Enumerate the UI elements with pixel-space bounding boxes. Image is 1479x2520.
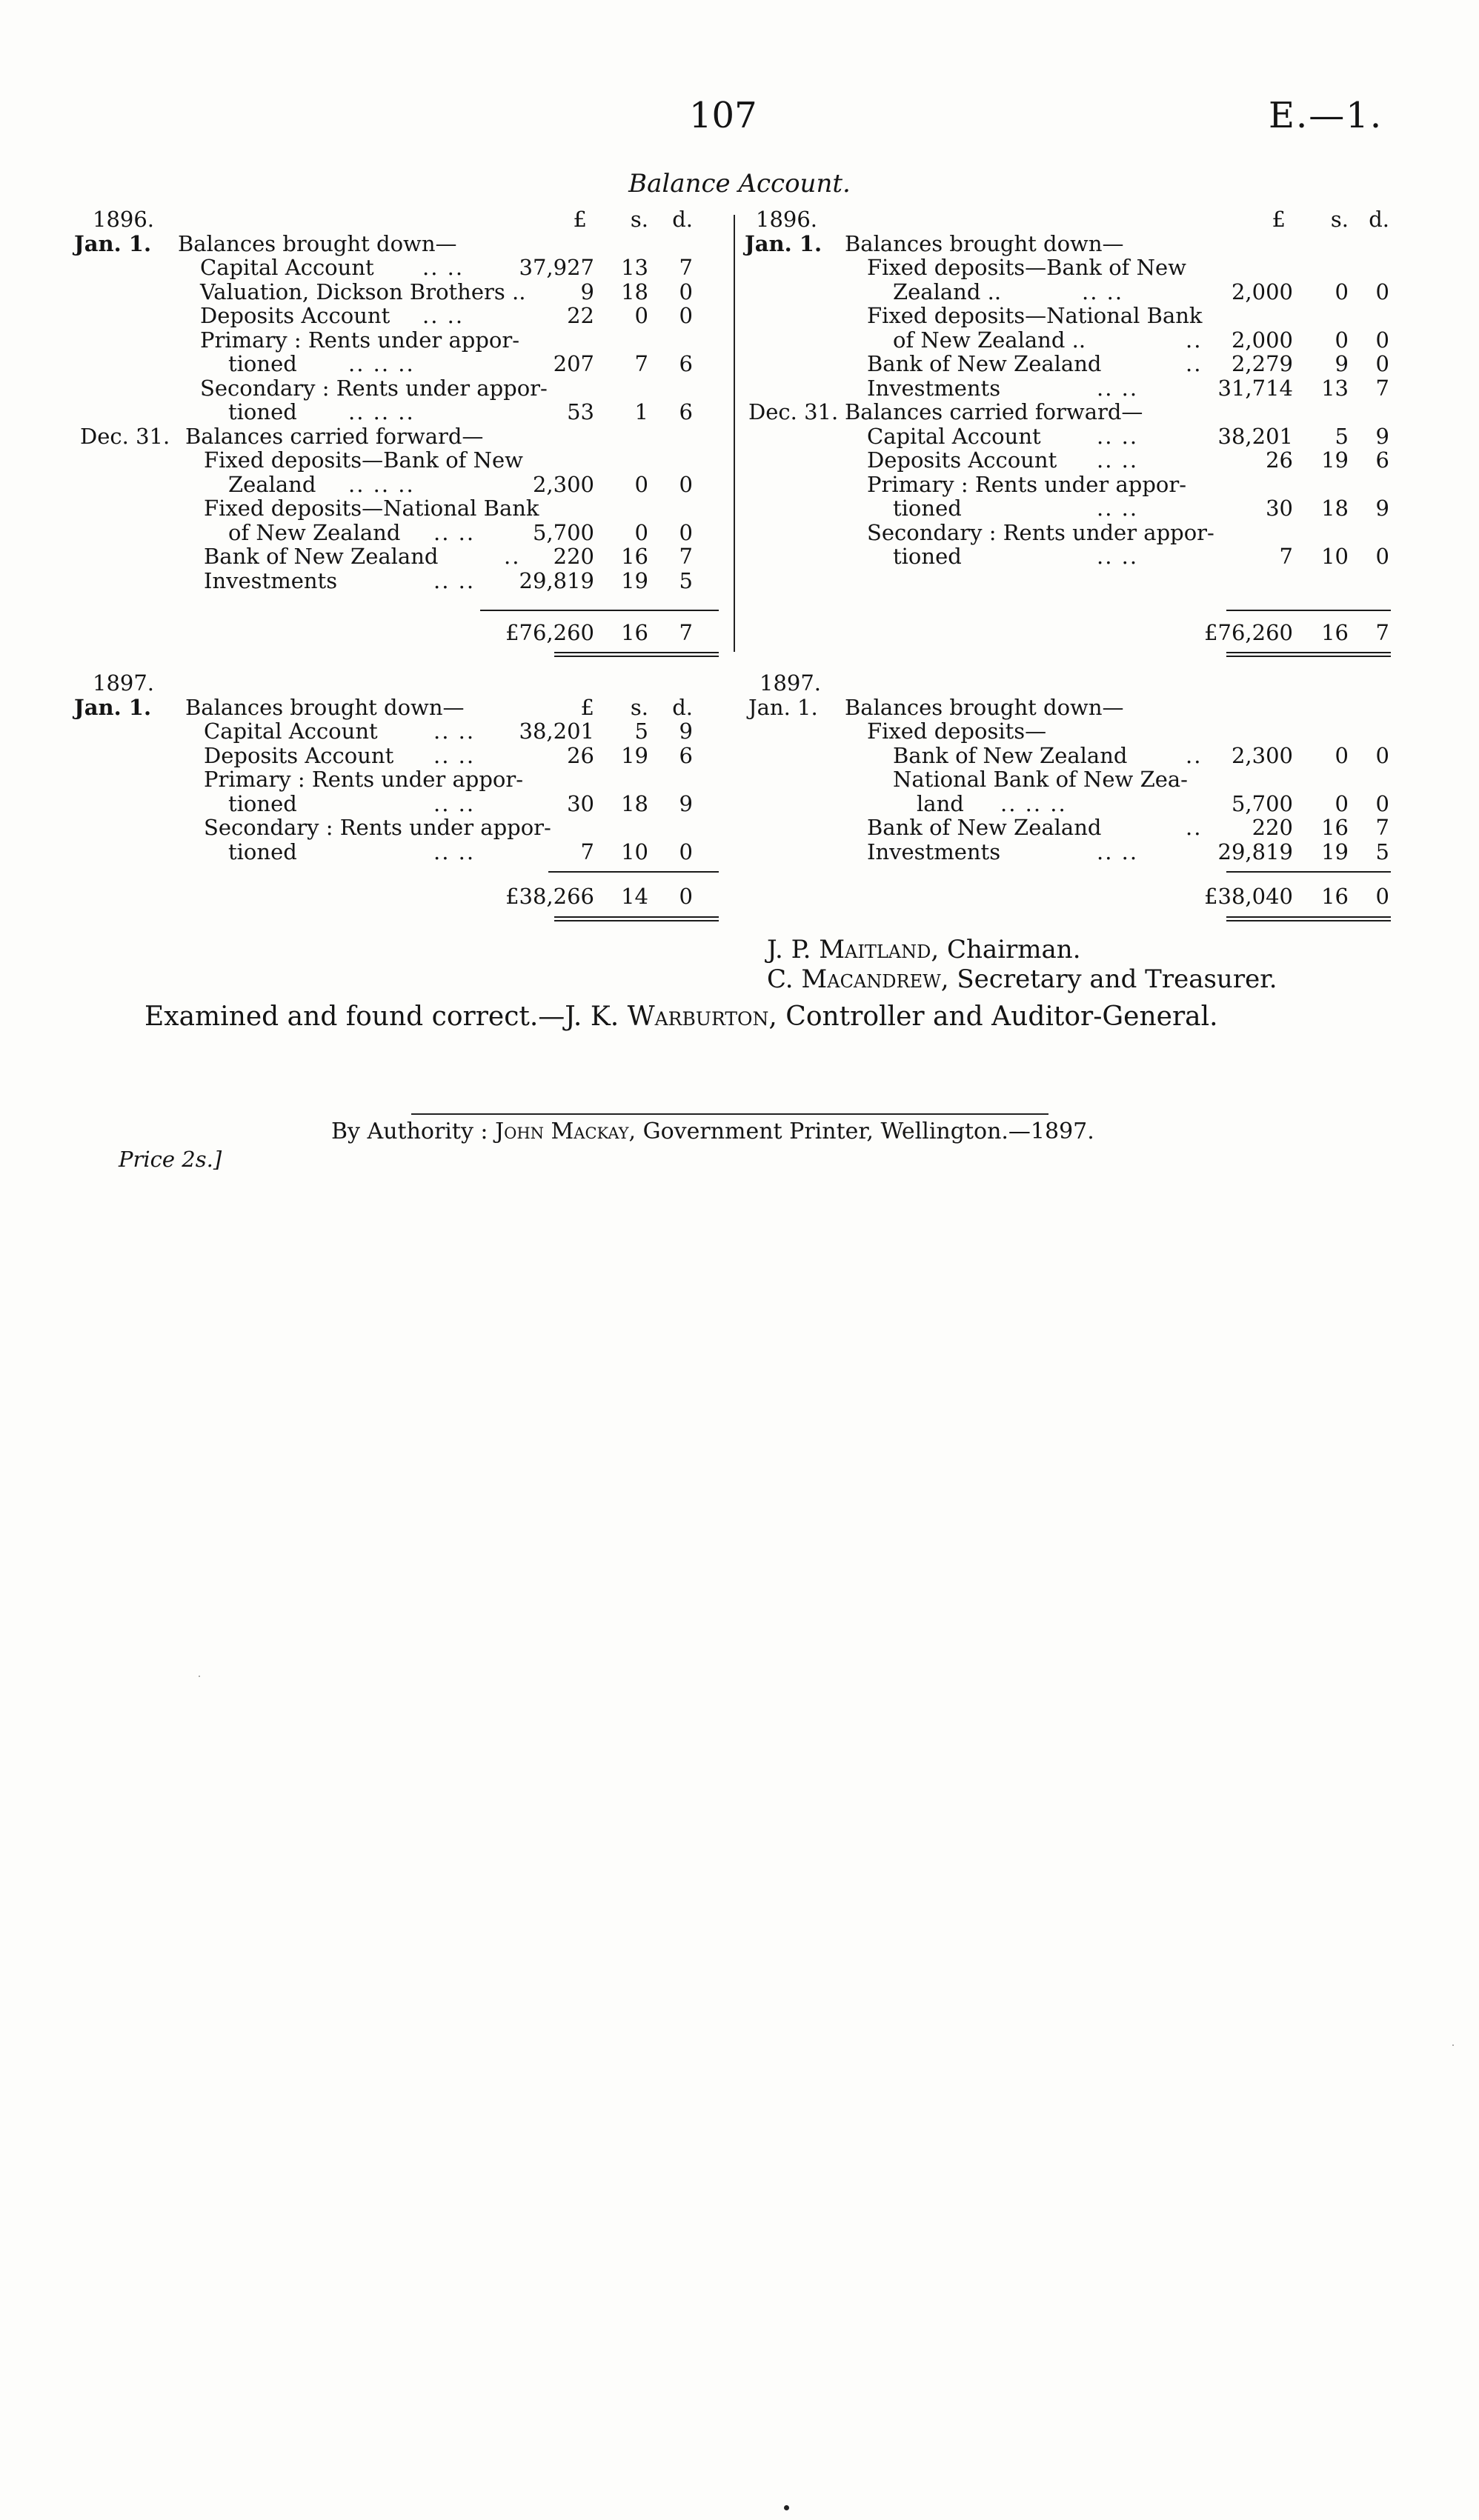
entry-label: Valuation, Dickson Brothers .. (200, 279, 526, 304)
total-double-rule (1226, 916, 1391, 921)
amount-shillings: 0 (1335, 790, 1349, 816)
ledger-row (74, 304, 726, 328)
ledger-header-row (745, 671, 1389, 696)
auditor-title: Controller and Auditor-General. (785, 1001, 1218, 1032)
entry-label: Fixed deposits—Bank of New (867, 255, 1186, 280)
column-divider (734, 215, 735, 652)
entry-label: Secondary : Rents under appor- (867, 519, 1214, 545)
ledger-row (745, 792, 1389, 816)
amount-pounds: 2,300 (532, 471, 594, 497)
audit-text: Examined and found correct.—J. K. (144, 1001, 619, 1032)
document-reference: E.—1. (1269, 95, 1383, 136)
entry-label: Deposits Account (200, 303, 390, 328)
amount-shillings: 0 (634, 303, 648, 328)
entry-label: Balances carried forward— (845, 399, 1143, 424)
leader-dots: .. (1186, 351, 1203, 376)
amount-shillings: 18 (621, 279, 648, 304)
left-ledger-column (74, 207, 726, 593)
ledger-row (745, 744, 1389, 768)
total-pounds: £38,266 (505, 884, 594, 909)
pence-header: d. (1369, 207, 1389, 232)
amount-pounds: 30 (567, 790, 594, 816)
amount-pence: 9 (1375, 496, 1389, 521)
entry-label: tioned (228, 839, 297, 864)
leader-dots: .. .. (433, 790, 476, 816)
ledger-row (745, 544, 1389, 569)
amount-pence: 5 (679, 567, 693, 593)
total-pence: 0 (679, 884, 693, 909)
total-shillings: 16 (621, 620, 648, 645)
amount-pence: 9 (679, 790, 693, 816)
amount-pounds: 22 (567, 303, 594, 328)
chairman-name: J. P. Maitland, (767, 935, 940, 964)
amount-shillings: 9 (1335, 351, 1349, 376)
amount-shillings: 18 (1321, 496, 1349, 521)
amount-pounds: 26 (567, 742, 594, 768)
ledger-row (74, 767, 726, 792)
total-pence: 0 (1375, 884, 1389, 909)
leader-dots: .. .. (422, 303, 465, 328)
ledger-row (745, 521, 1389, 545)
page-title: Balance Account. (628, 169, 851, 199)
ledger-row (74, 256, 726, 280)
right-total-1896 (745, 621, 1389, 645)
amount-pounds: 38,201 (1217, 423, 1293, 449)
shillings-header: s. (630, 207, 648, 232)
audit-statement (144, 1001, 1218, 1032)
year-label: 1897. (760, 670, 822, 696)
entry-label: tioned (228, 351, 297, 376)
amount-pounds: 207 (553, 351, 594, 376)
ledger-row (745, 719, 1389, 744)
printer-name: John Mackay, (495, 1119, 637, 1144)
entry-label: Primary : Rents under appor- (200, 327, 520, 353)
entry-label: tioned (228, 790, 297, 816)
ledger-header-row (745, 207, 1389, 232)
leader-dots: .. .. (1097, 375, 1139, 401)
amount-shillings: 5 (634, 719, 648, 744)
leader-dots: .. .. (1082, 279, 1124, 304)
entry-date: Dec. 31. (80, 423, 170, 449)
ledger-row (745, 448, 1389, 473)
amount-pence: 0 (679, 279, 693, 304)
entry-label: Fixed deposits—National Bank (204, 496, 539, 521)
entry-label: Capital Account (200, 255, 374, 280)
entry-label: land (917, 790, 964, 816)
entry-label: of New Zealand (228, 519, 401, 545)
entry-label: tioned (893, 496, 962, 521)
total-row (745, 621, 1389, 645)
entry-label: Investments (204, 567, 338, 593)
amount-pounds: 37,927 (519, 255, 594, 280)
amount-pounds: 2,000 (1231, 327, 1293, 353)
entry-label: Investments (867, 839, 1001, 864)
pounds-header: £ (573, 207, 587, 232)
ledger-row (74, 569, 726, 593)
chairman-title: Chairman. (946, 935, 1081, 964)
amount-pence: 0 (1375, 742, 1389, 768)
amount-pence: 0 (1375, 279, 1389, 304)
ledger-row (74, 744, 726, 768)
right-ledger-column (745, 207, 1389, 569)
ledger-row (745, 496, 1389, 521)
ledger-row (745, 767, 1389, 792)
total-row (74, 621, 726, 645)
entry-label: Primary : Rents under appor- (867, 471, 1187, 497)
amount-shillings: 10 (621, 839, 648, 864)
amount-pounds: 31,714 (1217, 375, 1293, 401)
amount-shillings: 13 (1321, 375, 1349, 401)
ledger-row (74, 424, 726, 449)
ledger-row (74, 521, 726, 545)
leader-dots: .. .. (433, 719, 476, 744)
leader-dots: .. .. (433, 742, 476, 768)
left-total-1897 (74, 884, 726, 909)
total-double-rule (1226, 652, 1391, 657)
entry-label: Fixed deposits—Bank of New (204, 447, 523, 473)
entry-label: Primary : Rents under appor- (204, 767, 524, 792)
amount-shillings: 0 (634, 519, 648, 545)
amount-shillings: 19 (1321, 447, 1349, 473)
leader-dots: .. .. (433, 519, 476, 545)
amount-pence: 0 (1375, 544, 1389, 569)
leader-dots: .. .. (1097, 544, 1139, 569)
left-total-1896 (74, 621, 726, 645)
amount-pence: 0 (1375, 790, 1389, 816)
ledger-row (745, 352, 1389, 376)
price-note: Price 2s.] (119, 1147, 222, 1172)
page-number: 107 (689, 95, 757, 136)
amount-pence: 0 (679, 519, 693, 545)
amount-pence: 6 (679, 399, 693, 424)
amount-pence: 6 (1375, 447, 1389, 473)
total-rule (480, 610, 719, 611)
amount-shillings: 5 (1335, 423, 1349, 449)
year-label: 1896. (93, 207, 155, 232)
total-shillings: 16 (1321, 884, 1349, 909)
amount-pounds: 9 (580, 279, 594, 304)
entry-label: Bank of New Zealand (867, 815, 1102, 840)
ledger-row (74, 544, 726, 569)
ledger-row (74, 352, 726, 376)
amount-pence: 7 (1375, 815, 1389, 840)
total-rule (548, 871, 719, 873)
leader-dots: .. .. (433, 567, 476, 593)
auditor-name: Warburton, (627, 1001, 777, 1032)
entry-label: Capital Account (204, 719, 378, 744)
ledger-row (745, 400, 1389, 424)
leader-dots: .. .. .. (348, 351, 415, 376)
ledger-header-row (74, 671, 726, 696)
leader-dots: .. .. (1097, 496, 1139, 521)
amount-shillings: 0 (1335, 327, 1349, 353)
ledger-row (745, 816, 1389, 840)
total-shillings: 14 (621, 884, 648, 909)
scan-speck (1452, 2044, 1454, 2046)
entry-label: Balances brought down— (185, 694, 465, 720)
leader-dots: .. .. (1097, 423, 1139, 449)
total-rule (1226, 871, 1391, 873)
total-double-rule (554, 652, 719, 657)
left-ledger-1897 (74, 671, 726, 864)
entry-date: Jan. 1. (748, 694, 818, 720)
leader-dots: .. .. (422, 255, 465, 280)
right-total-1897 (745, 884, 1389, 909)
entry-label: Fixed deposits— (867, 719, 1047, 744)
entry-label: Capital Account (867, 423, 1041, 449)
ledger-row (74, 473, 726, 497)
ledger-row (745, 304, 1389, 328)
total-row (745, 884, 1389, 909)
ledger-row (745, 376, 1389, 401)
pounds-header: £ (1272, 207, 1286, 232)
entry-date: Dec. 31. (748, 399, 839, 424)
entry-date: Jan. 1. (74, 230, 152, 256)
amount-pounds: 29,819 (1217, 839, 1293, 864)
shillings-header: s. (1330, 207, 1349, 232)
ledger-row (745, 840, 1389, 864)
secretary-signature (767, 964, 1277, 994)
imprint-suffix: Government Printer, Wellington.—1897. (642, 1119, 1094, 1144)
total-rule (1226, 610, 1391, 611)
amount-shillings: 1 (634, 399, 648, 424)
ledger-header-row (74, 207, 726, 232)
amount-pounds: 220 (1252, 815, 1293, 840)
ledger-row (74, 696, 726, 720)
amount-shillings: 0 (1335, 279, 1349, 304)
chairman-signature (767, 935, 1081, 964)
leader-dots: .. .. (433, 839, 476, 864)
right-ledger-1897 (745, 671, 1389, 864)
total-pence: 7 (679, 620, 693, 645)
amount-shillings: 7 (634, 351, 648, 376)
entry-label: Zealand .. (893, 279, 1002, 304)
ledger-row (745, 280, 1389, 304)
leader-dots: .. (1186, 742, 1203, 768)
leader-dots: .. .. .. (348, 399, 415, 424)
amount-shillings: 19 (621, 742, 648, 768)
ledger-row (74, 328, 726, 353)
entry-label: Zealand (228, 471, 316, 497)
amount-pounds: 5,700 (1231, 790, 1293, 816)
total-shillings: 16 (1321, 620, 1349, 645)
amount-shillings: 10 (1321, 544, 1349, 569)
entry-label: Bank of New Zealand (893, 742, 1128, 768)
printer-imprint (331, 1119, 1094, 1144)
amount-pounds: 2,279 (1231, 351, 1293, 376)
amount-shillings: 16 (1321, 815, 1349, 840)
entry-label: National Bank of New Zea- (893, 767, 1188, 792)
entry-label: Fixed deposits—National Bank (867, 303, 1203, 328)
pence-header: d. (672, 207, 693, 232)
amount-pence: 0 (679, 471, 693, 497)
entry-label: Bank of New Zealand (204, 544, 439, 569)
ledger-row (74, 840, 726, 864)
entry-label: Deposits Account (204, 742, 394, 768)
amount-shillings: 0 (634, 471, 648, 497)
amount-pounds: 5,700 (532, 519, 594, 545)
imprint-prefix: By Authority : (331, 1119, 488, 1144)
amount-pence: 7 (1375, 375, 1389, 401)
amount-pence: 7 (679, 544, 693, 569)
ledger-row (745, 696, 1389, 720)
leader-dots: .. (504, 544, 521, 569)
pounds-header: £ (580, 694, 594, 720)
amount-pence: 7 (679, 255, 693, 280)
imprint-rule (411, 1113, 1048, 1115)
entry-label: Deposits Account (867, 447, 1057, 473)
amount-pounds: 7 (1279, 544, 1293, 569)
total-pounds: £38,040 (1204, 884, 1293, 909)
pence-header: d. (672, 694, 693, 720)
amount-shillings: 0 (1335, 742, 1349, 768)
amount-pounds: 2,000 (1231, 279, 1293, 304)
leader-dots: .. .. .. (348, 471, 415, 497)
leader-dots: .. .. (1097, 447, 1139, 473)
amount-pounds: 7 (580, 839, 594, 864)
total-row (74, 884, 726, 909)
entry-label: Balances carried forward— (185, 423, 484, 449)
ledger-row (745, 232, 1389, 256)
ledger-row (74, 280, 726, 304)
amount-pence: 9 (679, 719, 693, 744)
amount-pounds: 220 (553, 544, 594, 569)
ledger-row (74, 232, 726, 256)
entry-label: tioned (893, 544, 962, 569)
amount-pounds: 30 (1266, 496, 1293, 521)
ledger-row (74, 376, 726, 401)
entry-label: Balances brought down— (845, 230, 1124, 256)
amount-pounds: 26 (1266, 447, 1293, 473)
scan-speck (784, 2505, 789, 2510)
amount-pence: 0 (679, 839, 693, 864)
entry-date: Jan. 1. (745, 230, 822, 256)
ledger-row (74, 448, 726, 473)
entry-label: Investments (867, 375, 1001, 401)
amount-pounds: 2,300 (1231, 742, 1293, 768)
entry-label: of New Zealand .. (893, 327, 1086, 353)
year-label: 1897. (93, 670, 155, 696)
amount-pence: 0 (1375, 327, 1389, 353)
amount-shillings: 19 (621, 567, 648, 593)
leader-dots: .. (1186, 327, 1203, 353)
total-pounds: £76,260 (505, 620, 594, 645)
amount-pence: 6 (679, 742, 693, 768)
secretary-title: Secretary and Treasurer. (957, 964, 1277, 994)
total-double-rule (554, 916, 719, 921)
entry-label: tioned (228, 399, 297, 424)
entry-date: Jan. 1. (74, 694, 152, 720)
amount-shillings: 16 (621, 544, 648, 569)
scan-speck (199, 1676, 200, 1677)
total-pence: 7 (1375, 620, 1389, 645)
amount-pence: 0 (679, 303, 693, 328)
amount-pence: 5 (1375, 839, 1389, 864)
amount-pounds: 38,201 (519, 719, 594, 744)
entry-label: Balances brought down— (178, 230, 457, 256)
amount-pence: 0 (1375, 351, 1389, 376)
leader-dots: .. .. (1097, 839, 1139, 864)
secretary-name: C. Macandrew, (767, 964, 949, 994)
total-pounds: £76,260 (1204, 620, 1293, 645)
year-label: 1896. (756, 207, 818, 232)
leader-dots: .. (1186, 815, 1203, 840)
entry-label: Secondary : Rents under appor- (204, 815, 551, 840)
amount-pounds: 29,819 (519, 567, 594, 593)
amount-pence: 6 (679, 351, 693, 376)
entry-label: Secondary : Rents under appor- (200, 375, 548, 401)
ledger-row (74, 400, 726, 424)
ledger-row (74, 496, 726, 521)
leader-dots: .. .. .. (1000, 790, 1067, 816)
ledger-row (745, 256, 1389, 280)
ledger-row (745, 424, 1389, 449)
entry-label: Bank of New Zealand (867, 351, 1102, 376)
amount-shillings: 18 (621, 790, 648, 816)
amount-shillings: 19 (1321, 839, 1349, 864)
ledger-row (74, 719, 726, 744)
ledger-row (74, 816, 726, 840)
ledger-row (745, 328, 1389, 353)
shillings-header: s. (630, 694, 648, 720)
ledger-row (74, 792, 726, 816)
ledger-row (745, 473, 1389, 497)
entry-label: Balances brought down— (845, 694, 1124, 720)
amount-shillings: 13 (621, 255, 648, 280)
amount-pounds: 53 (567, 399, 594, 424)
amount-pence: 9 (1375, 423, 1389, 449)
